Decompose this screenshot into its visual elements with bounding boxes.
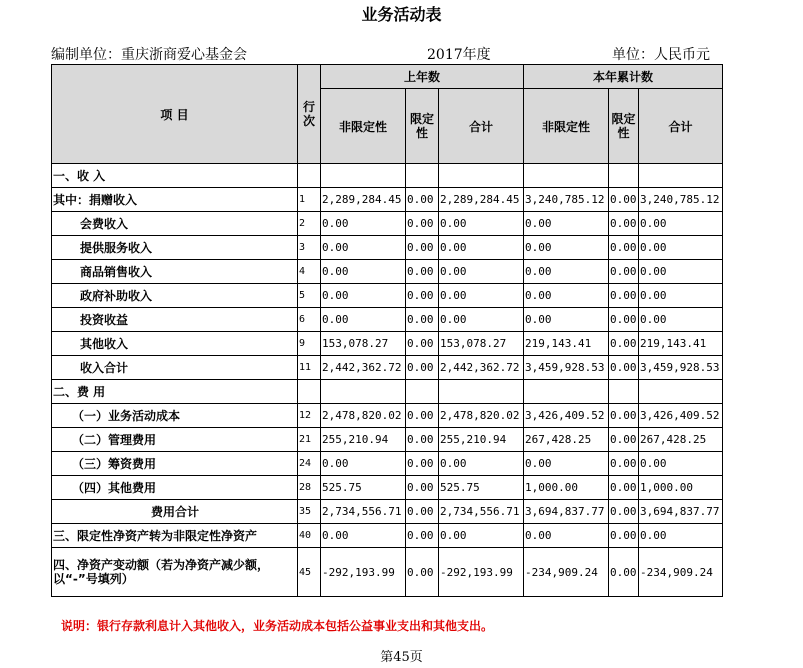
- table-row: [52, 548, 723, 597]
- compiling-unit: 编制单位：重庆浙商爱心基金会: [51, 47, 247, 63]
- prev-restricted: 0.00: [406, 452, 439, 476]
- header-prev-year: 上年数: [321, 65, 524, 89]
- cur-unrestricted: [524, 164, 609, 188]
- prev-total: 255,210.94: [439, 428, 524, 452]
- header-row-no: 行次: [298, 65, 321, 164]
- cur-restricted: 0.00: [609, 212, 639, 236]
- row-label: （三）筹资费用: [52, 452, 298, 476]
- prev-unrestricted: -292,193.99: [321, 548, 406, 597]
- prev-total: 0.00: [439, 452, 524, 476]
- row-label: 费用合计: [52, 500, 298, 524]
- prev-total: 2,289,284.45: [439, 188, 524, 212]
- row-label: （四）其他费用: [52, 476, 298, 500]
- cur-total: 0.00: [639, 260, 723, 284]
- row-number: 5: [298, 284, 321, 308]
- row-number: 24: [298, 452, 321, 476]
- cur-total: 0.00: [639, 212, 723, 236]
- row-number: [298, 380, 321, 404]
- table-row: [52, 332, 723, 356]
- row-number: 4: [298, 260, 321, 284]
- cur-unrestricted: 0.00: [524, 308, 609, 332]
- prev-total: [439, 380, 524, 404]
- row-number: 40: [298, 524, 321, 548]
- row-number: 1: [298, 188, 321, 212]
- prev-unrestricted: 0.00: [321, 212, 406, 236]
- prev-total: 153,078.27: [439, 332, 524, 356]
- table-row: [52, 284, 723, 308]
- cur-restricted: [609, 164, 639, 188]
- prev-restricted: 0.00: [406, 332, 439, 356]
- cur-unrestricted: 0.00: [524, 236, 609, 260]
- row-number: 21: [298, 428, 321, 452]
- table-row: [52, 428, 723, 452]
- cur-restricted: 0.00: [609, 500, 639, 524]
- prev-total: 0.00: [439, 284, 524, 308]
- prev-restricted: 0.00: [406, 428, 439, 452]
- prev-unrestricted: 2,734,556.71: [321, 500, 406, 524]
- cur-unrestricted: 267,428.25: [524, 428, 609, 452]
- prev-unrestricted: [321, 164, 406, 188]
- header-cur-restricted: 限定性: [609, 89, 639, 164]
- cur-unrestricted: 3,240,785.12: [524, 188, 609, 212]
- cur-total: 0.00: [639, 236, 723, 260]
- header-current-year: 本年累计数: [524, 65, 723, 89]
- prev-unrestricted: 2,442,362.72: [321, 356, 406, 380]
- table-row: [52, 308, 723, 332]
- table-row: [52, 380, 723, 404]
- activity-table: [51, 64, 723, 597]
- cur-total: 3,459,928.53: [639, 356, 723, 380]
- prev-restricted: 0.00: [406, 284, 439, 308]
- prev-unrestricted: 0.00: [321, 308, 406, 332]
- row-number: 11: [298, 356, 321, 380]
- prev-total: [439, 164, 524, 188]
- table-row: [52, 212, 723, 236]
- cur-restricted: 0.00: [609, 332, 639, 356]
- cur-unrestricted: -234,909.24: [524, 548, 609, 597]
- table-row: [52, 404, 723, 428]
- prev-restricted: 0.00: [406, 212, 439, 236]
- prev-unrestricted: 0.00: [321, 284, 406, 308]
- cur-restricted: 0.00: [609, 452, 639, 476]
- cur-total: 0.00: [639, 524, 723, 548]
- prev-unrestricted: 525.75: [321, 476, 406, 500]
- prev-restricted: 0.00: [406, 500, 439, 524]
- cur-total: 267,428.25: [639, 428, 723, 452]
- cur-restricted: 0.00: [609, 284, 639, 308]
- cur-unrestricted: 0.00: [524, 260, 609, 284]
- row-number: 9: [298, 332, 321, 356]
- table-row: [52, 236, 723, 260]
- cur-restricted: 0.00: [609, 356, 639, 380]
- cur-restricted: 0.00: [609, 308, 639, 332]
- prev-total: 2,478,820.02: [439, 404, 524, 428]
- cur-restricted: 0.00: [609, 476, 639, 500]
- cur-restricted: 0.00: [609, 428, 639, 452]
- cur-unrestricted: 0.00: [524, 524, 609, 548]
- cur-total: [639, 164, 723, 188]
- cur-unrestricted: 3,426,409.52: [524, 404, 609, 428]
- row-number: 35: [298, 500, 321, 524]
- prev-total: 2,734,556.71: [439, 500, 524, 524]
- cur-restricted: 0.00: [609, 548, 639, 597]
- prev-total: 0.00: [439, 524, 524, 548]
- header-cur-total: 合计: [639, 89, 723, 164]
- row-label: 收入合计: [52, 356, 298, 380]
- cur-unrestricted: [524, 380, 609, 404]
- prev-restricted: 0.00: [406, 356, 439, 380]
- report-title: 业务活动表: [361, 5, 442, 24]
- row-number: 6: [298, 308, 321, 332]
- prev-total: 0.00: [439, 236, 524, 260]
- row-label: 四、净资产变动额（若为净资产减少额，以“-”号填列）: [52, 548, 298, 597]
- row-label: 一、收 入: [52, 164, 298, 188]
- cur-total: 1,000.00: [639, 476, 723, 500]
- cur-unrestricted: 1,000.00: [524, 476, 609, 500]
- table-row: [52, 164, 723, 188]
- footnote: 说明：银行存款利息计入其他收入，业务活动成本包括公益事业支出和其他支出。: [61, 619, 494, 633]
- prev-unrestricted: 0.00: [321, 260, 406, 284]
- row-label: 提供服务收入: [52, 236, 298, 260]
- row-label: （二）管理费用: [52, 428, 298, 452]
- prev-restricted: 0.00: [406, 308, 439, 332]
- header-cur-unrestricted: 非限定性: [524, 89, 609, 164]
- prev-restricted: 0.00: [406, 188, 439, 212]
- row-label: 其他收入: [52, 332, 298, 356]
- prev-unrestricted: 153,078.27: [321, 332, 406, 356]
- row-label: （一）业务活动成本: [52, 404, 298, 428]
- table-row: [52, 452, 723, 476]
- cur-unrestricted: 219,143.41: [524, 332, 609, 356]
- page-number: 第45页: [380, 650, 423, 665]
- cur-total: [639, 380, 723, 404]
- cur-restricted: 0.00: [609, 524, 639, 548]
- table-row: [52, 260, 723, 284]
- cur-unrestricted: 3,694,837.77: [524, 500, 609, 524]
- header-item: 项 目: [52, 65, 298, 164]
- row-number: 12: [298, 404, 321, 428]
- cur-total: -234,909.24: [639, 548, 723, 597]
- cur-total: 3,694,837.77: [639, 500, 723, 524]
- row-number: 2: [298, 212, 321, 236]
- row-label: 其中：捐赠收入: [52, 188, 298, 212]
- cur-total: 219,143.41: [639, 332, 723, 356]
- row-label: 会费收入: [52, 212, 298, 236]
- prev-restricted: 0.00: [406, 260, 439, 284]
- row-number: 45: [298, 548, 321, 597]
- prev-restricted: 0.00: [406, 548, 439, 597]
- prev-restricted: [406, 380, 439, 404]
- cur-restricted: 0.00: [609, 236, 639, 260]
- cur-restricted: 0.00: [609, 404, 639, 428]
- cur-unrestricted: 0.00: [524, 212, 609, 236]
- table-row: [52, 524, 723, 548]
- row-number: 28: [298, 476, 321, 500]
- cur-total: 0.00: [639, 308, 723, 332]
- cur-total: 0.00: [639, 452, 723, 476]
- header-prev-total: 合计: [439, 89, 524, 164]
- prev-restricted: 0.00: [406, 476, 439, 500]
- cur-restricted: 0.00: [609, 260, 639, 284]
- header-prev-unrestricted: 非限定性: [321, 89, 406, 164]
- prev-restricted: [406, 164, 439, 188]
- prev-unrestricted: [321, 380, 406, 404]
- prev-restricted: 0.00: [406, 524, 439, 548]
- prev-unrestricted: 0.00: [321, 236, 406, 260]
- cur-total: 3,240,785.12: [639, 188, 723, 212]
- row-label: 政府补助收入: [52, 284, 298, 308]
- prev-restricted: 0.00: [406, 236, 439, 260]
- cur-unrestricted: 0.00: [524, 452, 609, 476]
- table-row: [52, 500, 723, 524]
- prev-total: 2,442,362.72: [439, 356, 524, 380]
- cur-restricted: [609, 380, 639, 404]
- prev-unrestricted: 0.00: [321, 452, 406, 476]
- prev-total: 0.00: [439, 260, 524, 284]
- currency-unit: 单位：人民币元: [612, 47, 710, 63]
- prev-restricted: 0.00: [406, 404, 439, 428]
- prev-unrestricted: 2,289,284.45: [321, 188, 406, 212]
- cur-unrestricted: 0.00: [524, 284, 609, 308]
- report-year: 2017年度: [427, 47, 491, 63]
- table-row: [52, 356, 723, 380]
- row-label: 三、限定性净资产转为非限定性净资产: [52, 524, 298, 548]
- header-prev-restricted: 限定性: [406, 89, 439, 164]
- cur-restricted: 0.00: [609, 188, 639, 212]
- cur-total: 3,426,409.52: [639, 404, 723, 428]
- prev-total: 525.75: [439, 476, 524, 500]
- prev-total: 0.00: [439, 212, 524, 236]
- row-label: 投资收益: [52, 308, 298, 332]
- cur-unrestricted: 3,459,928.53: [524, 356, 609, 380]
- row-number: 3: [298, 236, 321, 260]
- prev-unrestricted: 2,478,820.02: [321, 404, 406, 428]
- prev-total: 0.00: [439, 308, 524, 332]
- prev-unrestricted: 0.00: [321, 524, 406, 548]
- prev-total: -292,193.99: [439, 548, 524, 597]
- row-label: 二、费 用: [52, 380, 298, 404]
- table-row: [52, 188, 723, 212]
- row-number: [298, 164, 321, 188]
- cur-total: 0.00: [639, 284, 723, 308]
- prev-unrestricted: 255,210.94: [321, 428, 406, 452]
- row-label: 商品销售收入: [52, 260, 298, 284]
- table-row: [52, 476, 723, 500]
